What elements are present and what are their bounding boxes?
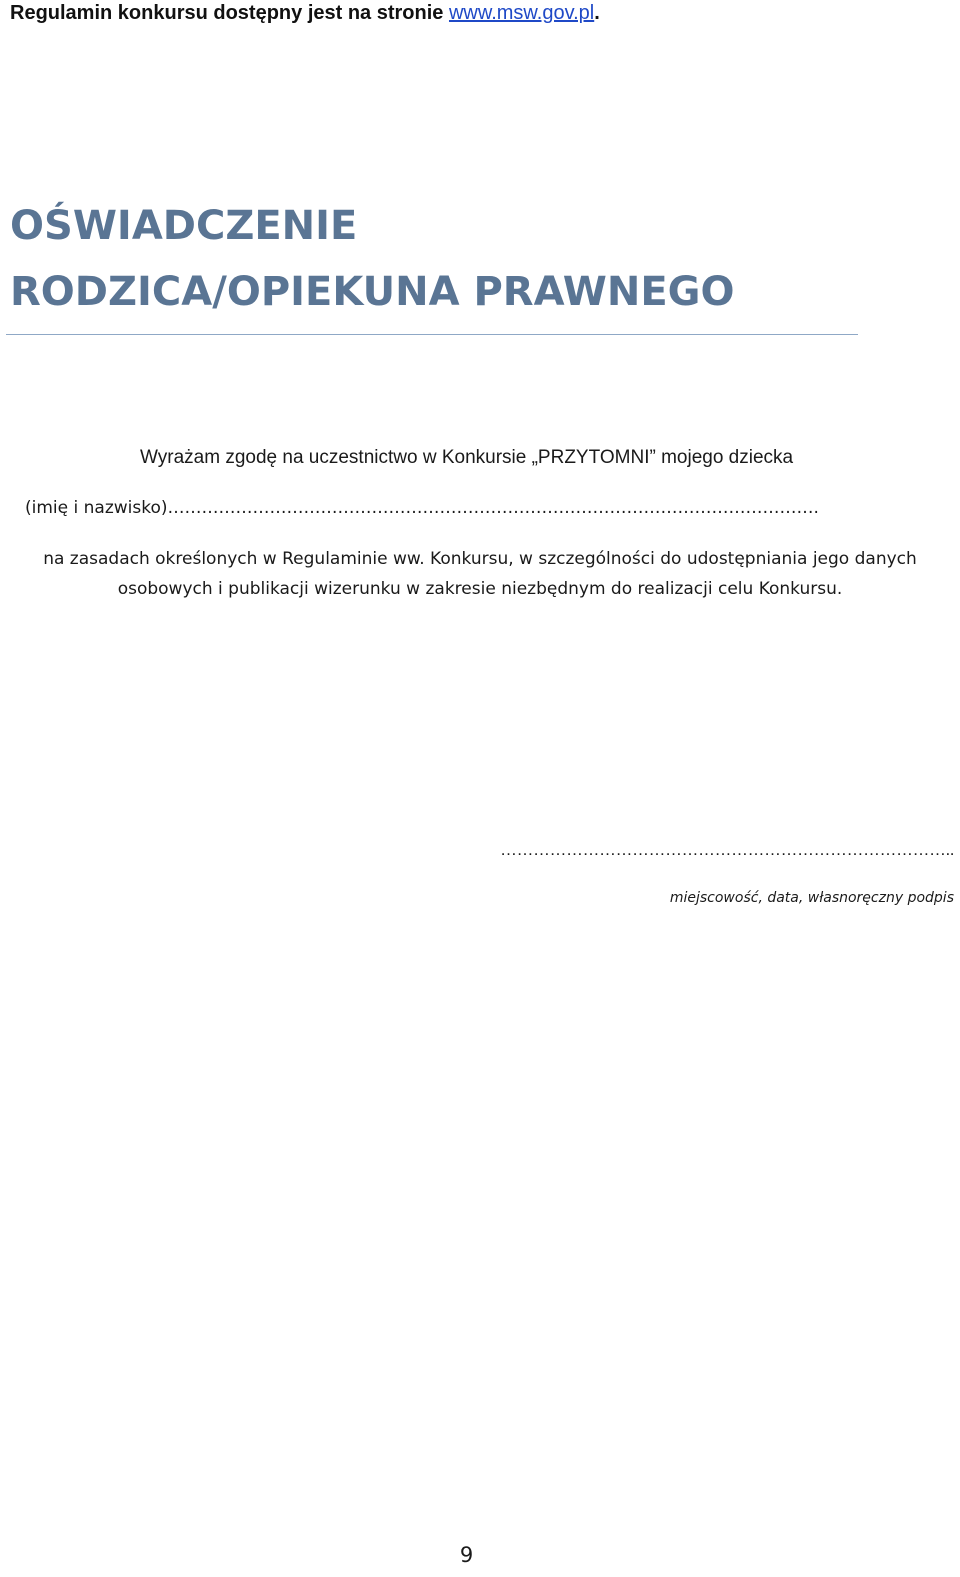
consent-statement: Wyrażam zgodę na uczestnictwo w Konkursie „PRZYTOMNI” mojego dziecka xyxy=(140,447,794,468)
regulation-notice xyxy=(10,0,600,26)
signature-caption: miejscowość, data, własnoręczny podpis xyxy=(669,890,954,906)
regulation-notice-period: . xyxy=(594,2,600,24)
regulation-link[interactable]: www.msw.gov.pl xyxy=(448,2,595,24)
title-divider xyxy=(6,334,858,335)
signature-line: ……………………………………………………………………….. xyxy=(500,840,954,859)
child-name-field: (imię i nazwisko)……………………………………………………………………………………………………. xyxy=(25,498,819,518)
principles-line-1: na zasadach określonych w Regulaminie ww. Konkursu, w szczególności do udostępniania jego danych xyxy=(43,549,917,569)
regulation-notice-text: Regulamin konkursu dostępny jest na stronie xyxy=(10,2,449,24)
document-title-line-1: OŚWIADCZENIE xyxy=(10,203,358,249)
document-title-line-2: RODZICA/OPIEKUNA PRAWNEGO xyxy=(10,269,735,315)
principles-line-2: osobowych i publikacji wizerunku w zakresie niezbędnym do realizacji celu Konkursu. xyxy=(117,579,843,599)
page-number: 9 xyxy=(459,1543,474,1567)
